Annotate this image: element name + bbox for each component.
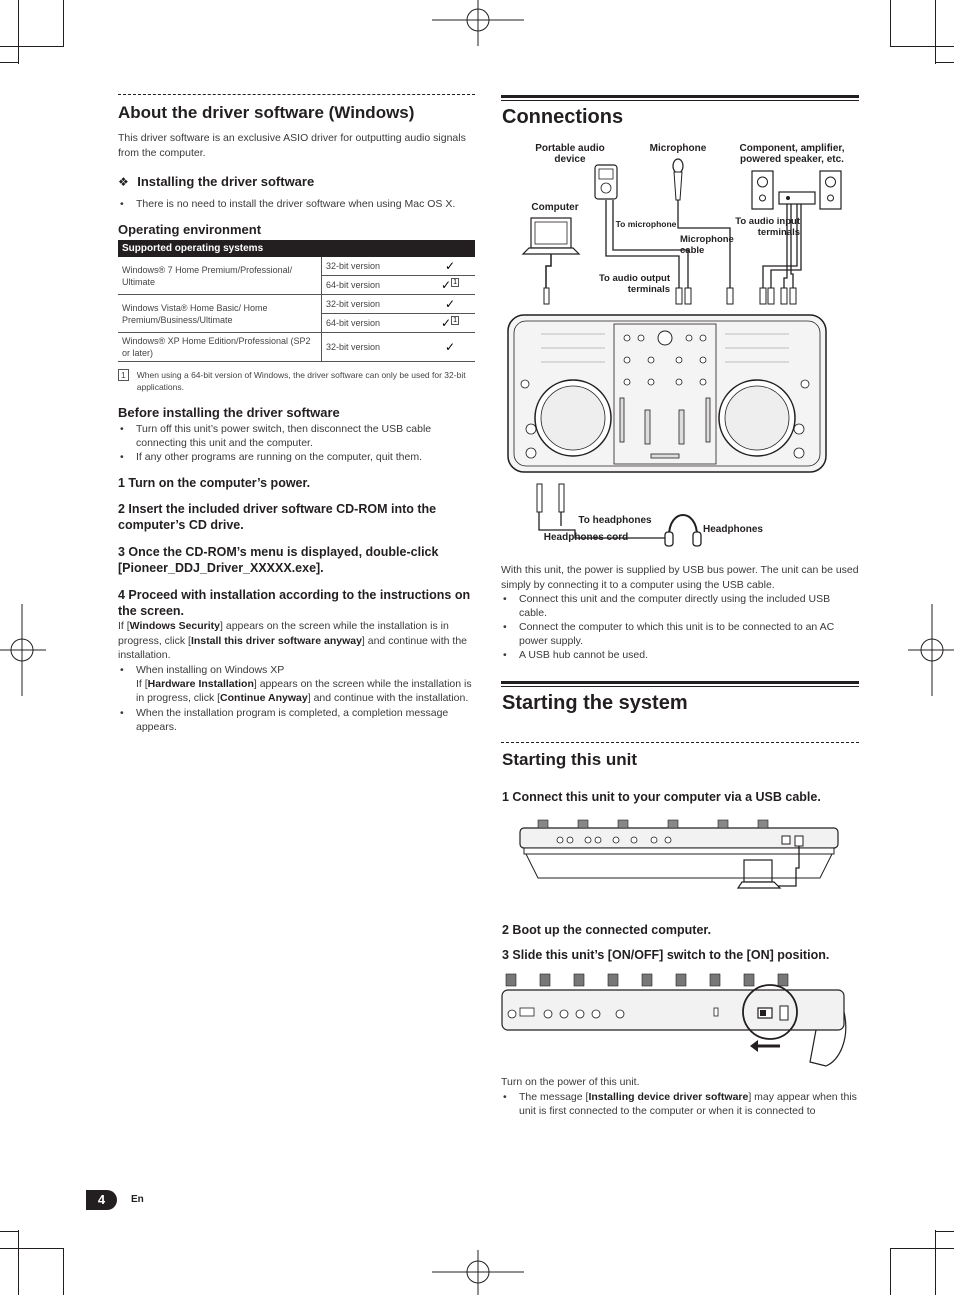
laptop-icon	[738, 860, 780, 888]
arrow-left-icon	[750, 1040, 758, 1052]
crop-mark	[0, 1248, 64, 1249]
rear-panel-illustration	[518, 816, 840, 906]
installing-bullet: • There is no need to install the driver software when using Mac OS X.	[118, 197, 475, 211]
message-bullet	[501, 1090, 859, 1118]
speaker-icon	[820, 171, 841, 209]
headphones-icon	[665, 515, 701, 546]
crop-mark	[935, 62, 954, 63]
label-component: Component, amplifier, powered speaker, etc.	[739, 143, 845, 165]
os-version: 64-bit version	[322, 276, 426, 295]
tick-icon: ✓	[425, 295, 475, 314]
text-run: ] and continue with the installation.	[307, 692, 469, 704]
os-version: 32-bit version	[322, 295, 426, 314]
text-run: Continue Anyway	[220, 692, 308, 704]
os-name: Windows® XP Home Edition/Professional (SP2 or later)	[118, 333, 322, 362]
before-bullet: • If any other programs are running on the computer, quit them.	[118, 450, 475, 464]
usb-bullet: • A USB hub cannot be used.	[501, 648, 859, 662]
table-row	[118, 333, 475, 362]
crop-mark	[935, 0, 936, 64]
start-step-3: 3 Slide this unit’s [ON/OFF] switch to the [ON] position.	[502, 948, 830, 962]
speaker-icon	[752, 171, 773, 209]
os-name: Windows® 7 Home Premium/Professional/ Ultimate	[118, 257, 322, 295]
installing-title: Installing the driver software	[137, 174, 315, 189]
title-rule	[501, 686, 859, 687]
before-bullet: • Turn off this unit’s power switch, then disconnect the USB cable connecting this unit and the computer.	[118, 422, 475, 450]
crop-mark	[18, 1230, 19, 1295]
step-3: 3 Once the CD-ROM’s menu is displayed, double-click [Pioneer_DDJ_Driver_XXXXX.exe].	[118, 545, 439, 575]
about-title: About the driver software (Windows)	[118, 103, 415, 122]
section-divider	[501, 742, 859, 743]
text-run: ] may appear when this unit is first connected to the computer or when it is connected to	[519, 1090, 857, 1117]
text-run: The message [	[519, 1090, 589, 1103]
turn-on-text: Turn on the power of this unit.	[501, 1076, 640, 1088]
table-row	[118, 295, 475, 314]
installing-heading	[118, 173, 475, 191]
microphone-icon	[673, 159, 683, 200]
step-4: 4 Proceed with installation according to the instructions on the screen.	[118, 588, 471, 618]
crop-mark	[890, 1248, 954, 1249]
text-run: ] and continue with the installation.	[118, 634, 467, 661]
label-to-audio-input: To audio input terminals	[735, 216, 800, 238]
registration-mark	[432, 1250, 524, 1295]
page-number: 4	[86, 1190, 117, 1210]
usb-text: With this unit, the power is supplied by USB bus power. The unit can be used simply by connecting it to a computer using the USB cable.	[501, 564, 859, 591]
text-run: Install this driver software anyway	[190, 634, 362, 647]
os-table-header: Supported operating systems	[118, 240, 475, 257]
footnote-mark: 1	[118, 369, 129, 381]
label-to-headphones: To headphones	[578, 515, 652, 526]
controller-icon	[508, 315, 826, 472]
step-4-text	[118, 619, 475, 663]
label-microphone: Microphone	[649, 143, 707, 154]
title-rule	[501, 100, 859, 101]
footnote	[118, 369, 475, 393]
connection-diagram	[501, 138, 859, 558]
tick-icon: ✓	[425, 257, 475, 276]
tick-icon	[425, 314, 475, 333]
language-code: En	[131, 1194, 144, 1205]
about-text: This driver software is an exclusive ASIO driver for outputting audio signals from the computer.	[118, 132, 466, 159]
os-version: 32-bit version	[322, 333, 426, 362]
os-version: 64-bit version	[322, 314, 426, 333]
usb-section	[501, 563, 859, 662]
footnote-ref: 1	[453, 317, 457, 324]
crop-mark	[890, 0, 891, 46]
label-to-microphone: To microphone	[615, 219, 677, 229]
label-portable: Portable audio device	[535, 143, 605, 165]
tick-icon: ✓	[441, 316, 452, 330]
text-run: ] appears on the screen while the installation is in progress, click [	[118, 620, 449, 647]
operating-env-title: Operating environment	[118, 222, 262, 237]
complete-bullet: • When the installation program is completed, a completion message appears.	[118, 706, 475, 734]
registration-mark	[908, 604, 954, 696]
usb-bullet: • Connect the computer to which this unit is to be connected to an AC power supply.	[501, 620, 859, 648]
crop-mark	[63, 1248, 64, 1295]
crop-mark	[935, 1230, 936, 1295]
portable-device-icon	[595, 165, 617, 199]
text-run: Windows Security	[129, 620, 221, 632]
label-headphones: Headphones	[702, 524, 763, 535]
registration-mark	[432, 0, 524, 46]
label-computer: Computer	[531, 202, 579, 213]
crop-mark	[63, 0, 64, 46]
text-run: ] appears on the screen while the installation is in progress, click [	[136, 677, 472, 704]
xp-bullet: • When installing on Windows XP	[118, 663, 475, 677]
section-divider	[118, 94, 475, 95]
xp-text	[118, 677, 475, 706]
text-run: Installing device driver software	[588, 1090, 749, 1103]
tick-icon: ✓	[441, 278, 452, 292]
label-to-audio-output: To audio output terminals	[598, 273, 670, 295]
before-title: Before installing the driver software	[118, 405, 340, 420]
amplifier-icon	[779, 192, 815, 204]
title-rule	[501, 681, 859, 684]
table-row	[118, 257, 475, 276]
crop-mark	[0, 1231, 18, 1232]
connections-title: Connections	[502, 106, 624, 128]
tick-icon	[425, 276, 475, 295]
crop-mark	[18, 0, 19, 64]
footnote-ref: 1	[453, 279, 457, 286]
footnote-text: When using a 64-bit version of Windows, the driver software can only be used for 32-bit applications.	[136, 370, 466, 392]
laptop-icon	[523, 218, 579, 254]
tick-icon: ✓	[425, 333, 475, 362]
start-step-1: 1 Connect this unit to your computer via a USB cable.	[502, 790, 821, 804]
starting-title: Starting the system	[502, 692, 688, 714]
os-version: 32-bit version	[322, 257, 426, 276]
step-2: 2 Insert the included driver software CD-ROM into the computer’s CD drive.	[118, 502, 437, 532]
label-headphones-cord: Headphones cord	[543, 532, 629, 543]
title-rule	[501, 95, 859, 98]
crop-mark	[0, 46, 64, 47]
usb-bullet: • Connect this unit and the computer directly using the included USB cable.	[501, 592, 859, 620]
text-run: Hardware Installation	[147, 677, 254, 690]
start-step-2: 2 Boot up the connected computer.	[502, 923, 712, 937]
crop-mark	[935, 1231, 954, 1232]
crop-mark	[890, 46, 954, 47]
os-name: Windows Vista® Home Basic/ Home Premium/Business/Ultimate	[118, 295, 322, 333]
crop-mark	[0, 62, 18, 63]
power-section	[501, 1075, 859, 1118]
diamond-icon: ❖	[118, 175, 129, 189]
starting-unit-title: Starting this unit	[502, 750, 638, 769]
label-mic-cable: Microphone cable	[680, 234, 734, 256]
text-run: If [	[136, 677, 148, 690]
left-column	[118, 94, 475, 734]
os-table	[118, 240, 475, 362]
step-1: 1 Turn on the computer’s power.	[118, 476, 311, 490]
registration-mark	[0, 604, 46, 696]
power-switch-illustration	[500, 972, 850, 1068]
text-run: If [	[118, 620, 130, 632]
crop-mark	[890, 1248, 891, 1295]
